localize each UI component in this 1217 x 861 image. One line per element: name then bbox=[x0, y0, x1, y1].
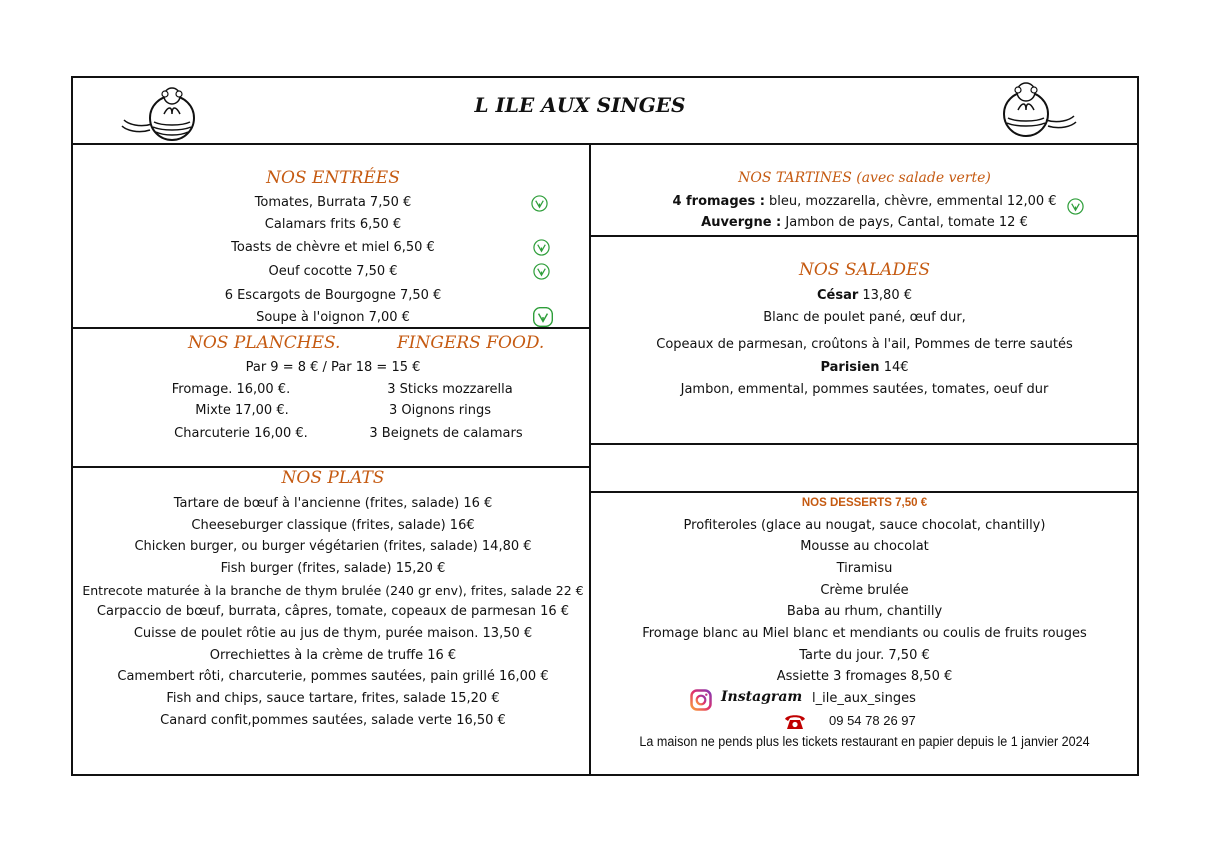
vegetarian-icon bbox=[533, 263, 550, 280]
salade-price: 14€ bbox=[879, 360, 909, 375]
plat-item: Cheeseburger classique (frites, salade) 16€ bbox=[191, 518, 475, 533]
finger-food-item: 3 Oignons rings bbox=[388, 403, 492, 418]
entree-item: Toasts de chèvre et miel 6,50 € bbox=[231, 240, 435, 255]
salade-name: Parisien bbox=[820, 360, 880, 375]
plat-item: Cuisse de poulet rôtie au jus de thym, purée maison. 13,50 € bbox=[133, 626, 533, 641]
salades-divider bbox=[590, 443, 1139, 445]
tartine-item bbox=[590, 212, 1139, 234]
plat-item: Chicken burger, ou burger végétarien (frites, salade) 14,80 € bbox=[134, 539, 532, 554]
planches-heading: NOS PLANCHES. bbox=[188, 333, 341, 353]
desserts-heading: NOS DESSERTS 7,50 € bbox=[801, 497, 928, 509]
finger-food-item: 3 Sticks mozzarella bbox=[387, 382, 513, 397]
dessert-item: Fromage blanc au Miel blanc et mendiants ou coulis de fruits rouges bbox=[642, 626, 1087, 641]
entree-item: Oeuf cocotte 7,50 € bbox=[268, 264, 398, 279]
payment-notice: La maison ne pends plus les tickets restaurant en papier depuis le 1 janvier 2024 bbox=[639, 734, 1090, 749]
plat-item: Orrechiettes à la crème de truffe 16 € bbox=[209, 648, 457, 663]
restaurant-title: L ILE AUX SINGES bbox=[474, 93, 686, 117]
vegetarian-icon bbox=[1067, 198, 1084, 215]
salades-heading: NOS SALADES bbox=[798, 260, 931, 280]
dessert-item: Baba au rhum, chantilly bbox=[786, 604, 943, 619]
salade-item bbox=[590, 285, 1139, 307]
plat-item: Carpaccio de bœuf, burrata, câpres, tomate, copeaux de parmesan 16 € bbox=[96, 604, 570, 619]
plat-item: Tartare de bœuf à l'ancienne (frites, salade) 16 € bbox=[173, 496, 493, 511]
dessert-item: Tiramisu bbox=[836, 561, 893, 576]
plat-item: Entrecote maturée à la branche de thym brulée (240 gr env), frites, salade 22 € bbox=[82, 583, 584, 598]
salade-desc: Jambon, emmental, pommes sautées, tomates, oeuf dur bbox=[680, 382, 1049, 397]
instagram-label: Instagram bbox=[721, 689, 803, 705]
plat-item: Fish burger (frites, salade) 15,20 € bbox=[220, 561, 446, 576]
salade-desc: Blanc de poulet pané, œuf dur, bbox=[763, 310, 966, 325]
instagram-icon[interactable] bbox=[690, 689, 712, 711]
plat-item: Camembert rôti, charcuterie, pommes sautées, pain grillé 16,00 € bbox=[117, 669, 549, 684]
instagram-handle[interactable]: l_ile_aux_singes bbox=[812, 691, 916, 706]
salade-name: César bbox=[816, 288, 859, 303]
tartine-name: Auvergne : bbox=[701, 215, 782, 230]
entree-item: 6 Escargots de Bourgogne 7,50 € bbox=[224, 288, 442, 303]
entree-item: Tomates, Burrata 7,50 € bbox=[254, 195, 412, 210]
dessert-item: Assiette 3 fromages 8,50 € bbox=[776, 669, 953, 684]
phone-number[interactable]: 09 54 78 26 97 bbox=[829, 713, 916, 728]
plats-heading: NOS PLATS bbox=[281, 468, 385, 488]
desserts-top-divider bbox=[590, 491, 1139, 493]
planche-item: Mixte 17,00 €. bbox=[195, 403, 289, 418]
salade-desc: Copeaux de parmesan, croûtons à l'ail, Pommes de terre sautés bbox=[656, 337, 1073, 352]
finger-food-item: 3 Beignets de calamars bbox=[369, 426, 523, 441]
vegetarian-icon bbox=[533, 307, 553, 327]
entree-item: Soupe à l'oignon 7,00 € bbox=[256, 310, 410, 325]
salade-item bbox=[590, 357, 1139, 379]
plat-item: Fish and chips, sauce tartare, frites, salade 15,20 € bbox=[166, 691, 500, 706]
dessert-item: Mousse au chocolat bbox=[800, 539, 929, 554]
tartines-divider bbox=[590, 235, 1139, 237]
dessert-item: Crème brulée bbox=[820, 583, 909, 598]
header-divider bbox=[71, 143, 1139, 145]
phone-icon bbox=[783, 711, 807, 731]
dessert-item: Tarte du jour. 7,50 € bbox=[799, 648, 930, 663]
dessert-item: Profiteroles (glace au nougat, sauce chocolat, chantilly) bbox=[683, 518, 1046, 533]
planche-item: Fromage. 16,00 €. bbox=[171, 382, 291, 397]
fingers-food-heading: FINGERS FOOD. bbox=[397, 333, 545, 353]
planche-item: Charcuterie 16,00 €. bbox=[174, 426, 308, 441]
vegetarian-icon bbox=[533, 239, 550, 256]
tartine-name: 4 fromages : bbox=[672, 194, 765, 209]
entree-item: Calamars frits 6,50 € bbox=[264, 217, 402, 232]
tartine-item bbox=[590, 191, 1139, 213]
vegetarian-icon bbox=[531, 195, 548, 212]
monkey-logo-right-icon bbox=[998, 78, 1078, 140]
tartines-heading: NOS TARTINES (avec salade verte) bbox=[738, 170, 991, 186]
plat-item: Canard confit,pommes sautées, salade verte 16,50 € bbox=[160, 713, 506, 728]
salade-price: 13,80 € bbox=[858, 288, 913, 303]
tartine-desc: Jambon de pays, Cantal, tomate 12 € bbox=[781, 215, 1028, 230]
tartine-desc: bleu, mozzarella, chèvre, emmental 12,00 € bbox=[764, 194, 1057, 209]
entrees-heading: NOS ENTRÉES bbox=[266, 168, 400, 188]
monkey-logo-left-icon bbox=[120, 84, 200, 144]
planches-price-line: Par 9 = 8 € / Par 18 = 15 € bbox=[245, 360, 421, 375]
